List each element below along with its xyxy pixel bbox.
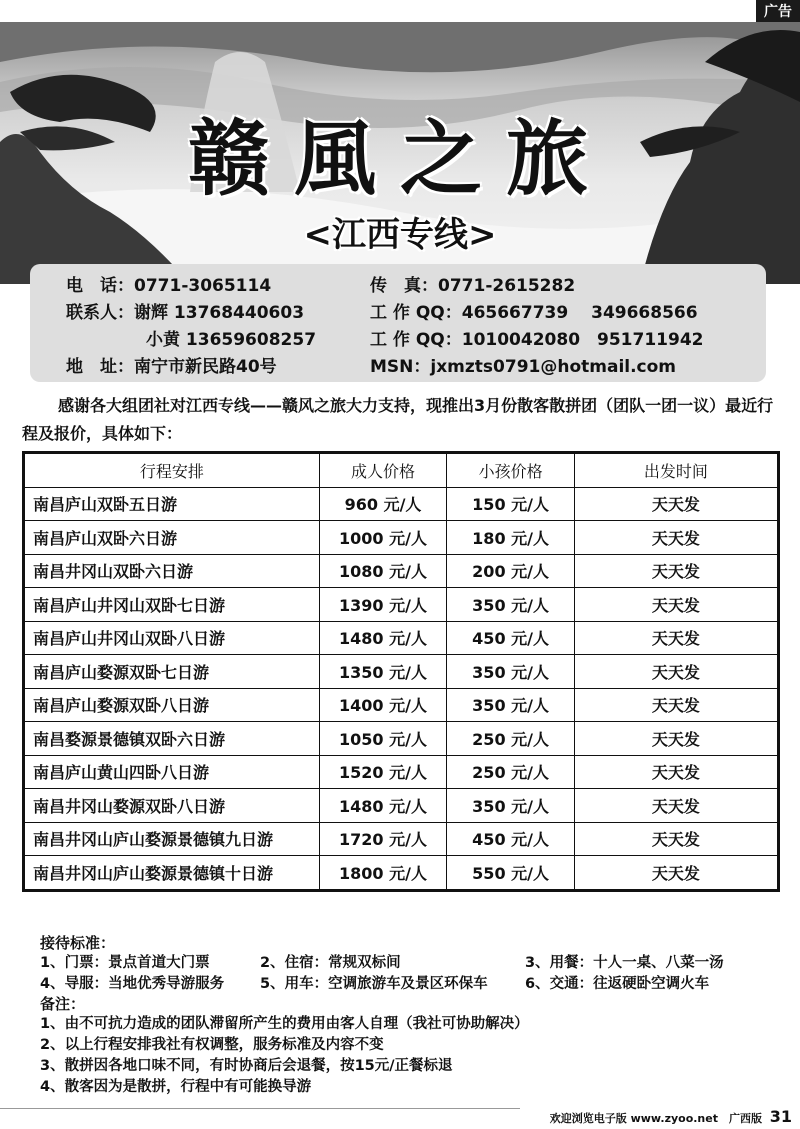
adult-price-cell: 1000 元/人 (319, 521, 447, 555)
contact-fax: 传 真：0771-2615282 (370, 276, 576, 296)
footer-divider (0, 1108, 520, 1109)
adult-price-cell: 1390 元/人 (319, 588, 447, 622)
child-price-cell: 200 元/人 (447, 554, 575, 588)
header-child-price: 小孩价格 (447, 453, 575, 488)
itinerary-cell: 南昌井冈山双卧六日游 (24, 554, 320, 588)
adult-price-cell: 1800 元/人 (319, 856, 447, 891)
adult-price-cell: 1480 元/人 (319, 621, 447, 655)
standards-item: 4、导服：当地优秀导游服务 (40, 976, 225, 992)
adult-price-cell: 1480 元/人 (319, 789, 447, 823)
table-row (24, 521, 779, 555)
contact-qq-2: 工 作 QQ：1010042080 951711942 (370, 330, 704, 350)
table-row (24, 856, 779, 891)
departure-cell: 天天发 (574, 688, 778, 722)
adult-price-cell: 1400 元/人 (319, 688, 447, 722)
header-itinerary: 行程安排 (24, 453, 320, 488)
remarks-item: 2、以上行程安排我社有权调整，服务标准及内容不变 (40, 1037, 384, 1053)
table-row (24, 621, 779, 655)
adult-price-cell: 1720 元/人 (319, 822, 447, 856)
table-row (24, 554, 779, 588)
itinerary-cell: 南昌庐山黄山四卧八日游 (24, 755, 320, 789)
child-price-cell: 250 元/人 (447, 722, 575, 756)
adult-price-cell: 960 元/人 (319, 487, 447, 521)
table-row (24, 789, 779, 823)
remarks-item: 3、散拼因各地口味不同，有时协商后会退餐，按15元/正餐标退 (40, 1058, 453, 1074)
banner (0, 22, 800, 284)
itinerary-cell: 南昌井冈山婺源双卧八日游 (24, 789, 320, 823)
child-price-cell: 350 元/人 (447, 588, 575, 622)
remarks-item: 1、由不可抗力造成的团队滞留所产生的费用由客人自理（我社可协助解决） (40, 1016, 529, 1032)
departure-cell: 天天发 (574, 554, 778, 588)
table-row (24, 588, 779, 622)
itinerary-cell: 南昌庐山婺源双卧七日游 (24, 655, 320, 689)
contact-person-2: 小黄 13659608257 (146, 330, 317, 350)
departure-cell: 天天发 (574, 621, 778, 655)
itinerary-cell: 南昌庐山井冈山双卧七日游 (24, 588, 320, 622)
contact-msn: MSN：jxmzts0791@hotmail.com (370, 357, 677, 377)
departure-cell: 天天发 (574, 655, 778, 689)
banner-subtitle: <江西专线> (303, 215, 497, 255)
header-departure: 出发时间 (574, 453, 778, 488)
child-price-cell: 450 元/人 (447, 822, 575, 856)
departure-cell: 天天发 (574, 822, 778, 856)
footer-text: 欢迎浏览电子版 www.zyoo.net 广西版 (549, 1112, 762, 1125)
table-row (24, 487, 779, 521)
adult-price-cell: 1350 元/人 (319, 655, 447, 689)
contact-panel (30, 264, 766, 382)
departure-cell: 天天发 (574, 856, 778, 891)
table-row (24, 822, 779, 856)
price-table (22, 451, 780, 892)
contact-qq-1: 工 作 QQ：465667739 349668566 (370, 303, 698, 323)
standards-heading: 接待标准： (40, 934, 116, 952)
child-price-cell: 350 元/人 (447, 655, 575, 689)
table-header-row (24, 453, 779, 488)
standards-item: 2、住宿：常规双标间 (260, 955, 401, 971)
itinerary-cell: 南昌井冈山庐山婺源景德镇十日游 (24, 856, 320, 891)
standards-list (40, 953, 780, 995)
adult-price-cell: 1520 元/人 (319, 755, 447, 789)
standards-item: 3、用餐：十人一桌、八菜一汤 (525, 955, 724, 971)
intro-paragraph: 感谢各大组团社对江西专线——赣风之旅大力支持，现推出3月份散客散拼团（团队一团一议）最近行程及报价，具体如下： (22, 396, 774, 443)
departure-cell: 天天发 (574, 487, 778, 521)
departure-cell: 天天发 (574, 588, 778, 622)
child-price-cell: 150 元/人 (447, 487, 575, 521)
departure-cell: 天天发 (574, 722, 778, 756)
child-price-cell: 250 元/人 (447, 755, 575, 789)
child-price-cell: 450 元/人 (447, 621, 575, 655)
ad-label: 广告 (756, 0, 800, 22)
notes-section (40, 934, 780, 1098)
contact-address: 地 址：南宁市新民路40号 (66, 357, 277, 377)
banner-title: 赣風之旅 (187, 111, 612, 207)
itinerary-cell: 南昌婺源景德镇双卧六日游 (24, 722, 320, 756)
standards-item: 5、用车：空调旅游车及景区环保车 (260, 976, 488, 992)
itinerary-cell: 南昌庐山双卧五日游 (24, 487, 320, 521)
table-row (24, 655, 779, 689)
departure-cell: 天天发 (574, 789, 778, 823)
child-price-cell: 350 元/人 (447, 789, 575, 823)
itinerary-cell: 南昌井冈山庐山婺源景德镇九日游 (24, 822, 320, 856)
itinerary-cell: 南昌庐山婺源双卧八日游 (24, 688, 320, 722)
itinerary-cell: 南昌庐山井冈山双卧八日游 (24, 621, 320, 655)
table-row (24, 722, 779, 756)
contact-person-1: 联系人：谢辉 13768440603 (66, 303, 305, 323)
standards-item: 1、门票：景点首道大门票 (40, 955, 210, 971)
child-price-cell: 180 元/人 (447, 521, 575, 555)
remarks-item: 4、散客因为是散拼，行程中有可能换导游 (40, 1079, 312, 1095)
child-price-cell: 350 元/人 (447, 688, 575, 722)
standards-item: 6、交通：往返硬卧空调火车 (525, 976, 710, 992)
adult-price-cell: 1050 元/人 (319, 722, 447, 756)
page-footer (0, 1108, 800, 1129)
child-price-cell: 550 元/人 (447, 856, 575, 891)
page-number: 31 (769, 1107, 792, 1126)
adult-price-cell: 1080 元/人 (319, 554, 447, 588)
remarks-heading: 备注： (40, 995, 86, 1013)
departure-cell: 天天发 (574, 521, 778, 555)
contact-phone: 电 话：0771-3065114 (66, 276, 272, 296)
table-row (24, 755, 779, 789)
departure-cell: 天天发 (574, 755, 778, 789)
itinerary-cell: 南昌庐山双卧六日游 (24, 521, 320, 555)
header-adult-price: 成人价格 (319, 453, 447, 488)
table-row (24, 688, 779, 722)
